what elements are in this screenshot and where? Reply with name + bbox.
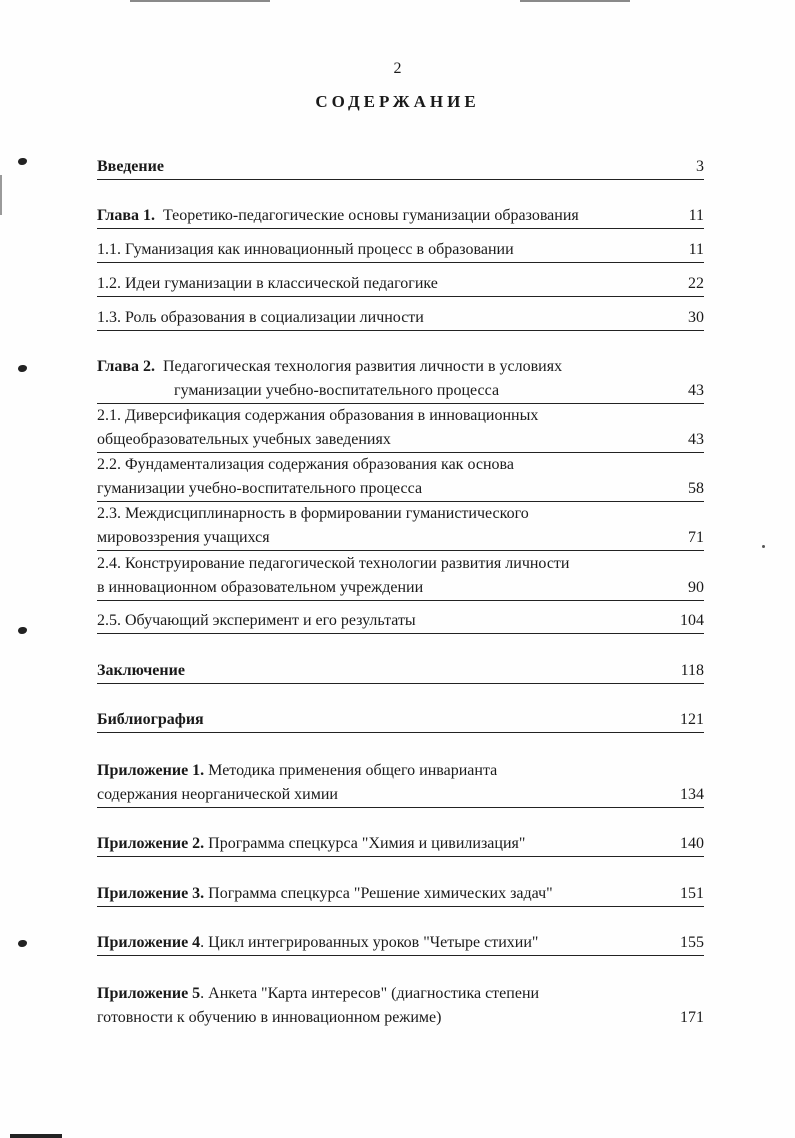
scan-dot <box>18 627 27 634</box>
toc-label: Библиография <box>97 711 204 728</box>
toc-entry-1-3[interactable] <box>97 306 704 331</box>
toc-text: 1.1. Гуманизация как инновационный процесс в образовании <box>97 241 514 258</box>
toc-label: Заключение <box>97 662 185 679</box>
toc-text: 2.4. Конструирование педагогической технологии развития личности <box>97 555 570 572</box>
scan-edge-mark <box>130 0 270 2</box>
toc-label: Приложение 3. <box>97 885 205 902</box>
toc-page: 11 <box>688 241 704 258</box>
toc-entry-chapter-2[interactable] <box>97 355 704 404</box>
toc-entry-1-1[interactable] <box>97 238 704 263</box>
page-number: 2 <box>393 60 402 77</box>
toc-text-continued: готовности к обучению в инновационном режиме) <box>97 1009 442 1026</box>
toc-page: 22 <box>688 275 704 292</box>
toc-page: 43 <box>688 382 704 399</box>
toc-label: Глава 1. <box>97 207 155 224</box>
toc-page: 71 <box>688 529 704 546</box>
toc-text: . Анкета "Карта интересов" (диагностика степени <box>200 985 540 1002</box>
toc-text-continued: общеобразовательных учебных заведениях <box>97 431 391 448</box>
toc-text: 2.3. Междисциплинарность в формировании гуманистического <box>97 505 529 522</box>
toc-entry-conclusion[interactable] <box>97 659 704 684</box>
toc-page: 104 <box>680 612 704 629</box>
toc-entry-2-5[interactable] <box>97 609 704 634</box>
toc-page: 11 <box>688 207 704 224</box>
toc-entry-bibliography[interactable] <box>97 708 704 733</box>
toc-page: 43 <box>688 431 704 448</box>
toc-label: Приложение 2. <box>97 835 205 852</box>
toc-label: Приложение 4 <box>97 934 201 951</box>
toc-page: 151 <box>680 885 704 902</box>
toc-text: Программа спецкурса "Химия и цивилизация" <box>208 835 526 852</box>
toc-page: 134 <box>680 786 704 803</box>
toc-text: 2.5. Обучающий эксперимент и его результаты <box>97 612 416 629</box>
toc-label: Приложение 5 <box>97 985 201 1002</box>
toc-page: 118 <box>680 662 704 679</box>
toc-page: 155 <box>680 934 704 951</box>
toc-text: Теоретико-педагогические основы гуманизации образования <box>163 207 579 224</box>
toc-entry-2-3[interactable] <box>97 502 704 551</box>
toc-text-continued: в инновационном образовательном учреждении <box>97 579 424 596</box>
toc-entry-appendix-3[interactable] <box>97 882 704 907</box>
toc-text-continued: гуманизации учебно-воспитательного процесса <box>174 382 500 399</box>
toc-page: 121 <box>680 711 704 728</box>
toc-page: 30 <box>688 309 704 326</box>
toc-text-continued: гуманизации учебно-воспитательного процесса <box>97 480 423 497</box>
page-title: СОДЕРЖАНИЕ <box>315 92 480 111</box>
toc-text: 1.3. Роль образования в социализации личности <box>97 309 424 326</box>
toc-page: 3 <box>696 158 704 175</box>
toc-text: . Цикл интегрированных уроков "Четыре стихии" <box>200 934 539 951</box>
toc-entry-2-2[interactable] <box>97 453 704 502</box>
toc-entry-chapter-1[interactable] <box>97 204 704 229</box>
scan-dot <box>18 365 27 372</box>
toc-entry-appendix-2[interactable] <box>97 832 704 857</box>
toc-entry-appendix-1[interactable] <box>97 759 704 808</box>
toc-label: Введение <box>97 158 164 175</box>
toc-page: 171 <box>680 1009 704 1026</box>
toc-text: 2.1. Диверсификация содержания образования в инновационных <box>97 407 539 424</box>
toc-page: 90 <box>688 579 704 596</box>
scan-edge-mark <box>10 1134 62 1138</box>
toc-entry-2-4[interactable] <box>97 552 704 601</box>
scan-dot <box>762 545 765 548</box>
toc-text: Методика применения общего инварианта <box>208 762 498 779</box>
toc-page: 140 <box>680 835 704 852</box>
scan-dot <box>18 158 27 165</box>
toc-entry-appendix-5[interactable] <box>97 982 704 1030</box>
scan-dot <box>18 940 27 947</box>
toc-entry-2-1[interactable] <box>97 404 704 453</box>
toc-label: Приложение 1. <box>97 762 205 779</box>
toc-entry-introduction[interactable] <box>97 155 704 180</box>
toc-label: Глава 2. <box>97 358 155 375</box>
toc-text-continued: содержания неорганической химии <box>97 786 338 803</box>
toc-text: 1.2. Идеи гуманизации в классической педагогике <box>97 275 438 292</box>
scan-edge-mark <box>0 175 2 215</box>
toc-page: 58 <box>688 480 704 497</box>
toc-text: 2.2. Фундаментализация содержания образования как основа <box>97 456 514 473</box>
toc-entry-appendix-4[interactable] <box>97 931 704 956</box>
toc-entry-1-2[interactable] <box>97 272 704 297</box>
toc-text: Пограмма спецкурса "Решение химических задач" <box>208 885 553 902</box>
toc-text-continued: мировоззрения учащихся <box>97 529 270 546</box>
toc-text: Педагогическая технология развития личности в условиях <box>163 358 563 375</box>
scan-edge-mark <box>520 0 630 2</box>
